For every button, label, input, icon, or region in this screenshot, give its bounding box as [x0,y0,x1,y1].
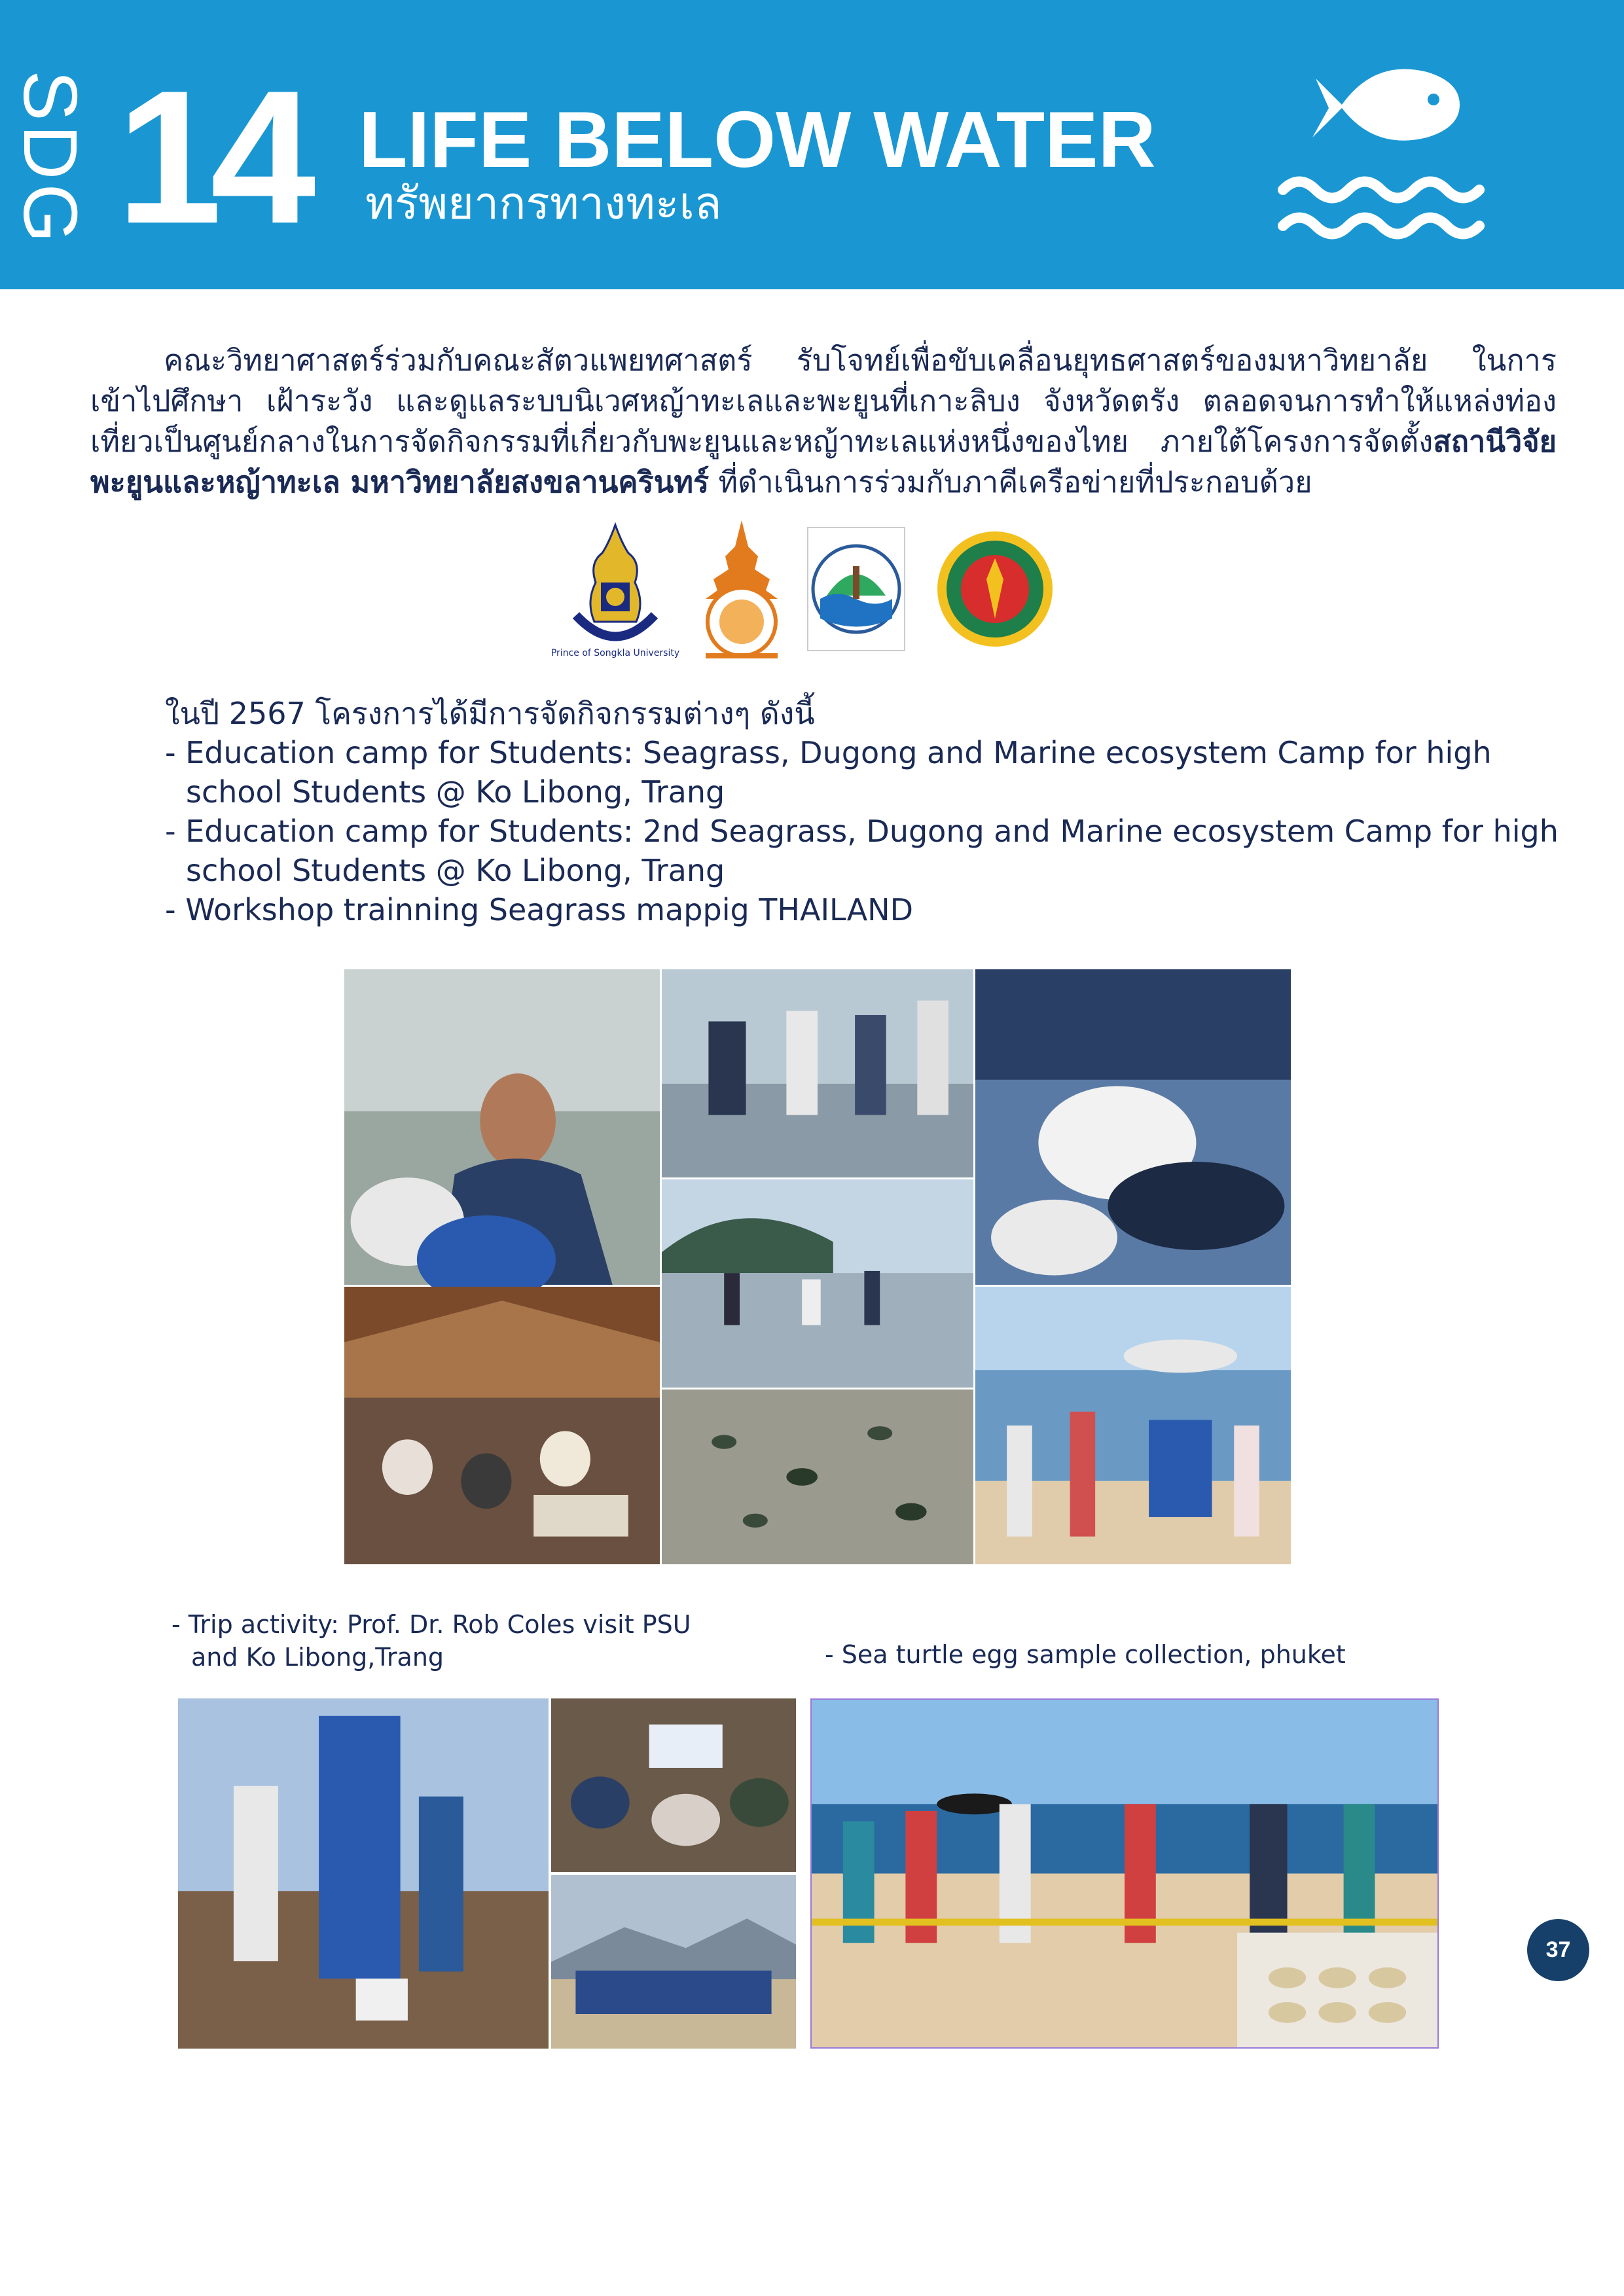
photo-speaker [344,969,660,1285]
caption-turtle: - Sea turtle egg sample collection, phuket [825,1640,1346,1669]
intro-paragraph [90,340,1557,503]
national-parks-logo [935,527,1056,651]
activities-list [165,694,1566,929]
intro-text-2: ที่ดำเนินการร่วมกับภาคีเครือข่ายที่ประกอบด้วย [709,465,1312,499]
photo-boat-trip [178,1698,549,2049]
psu-logo [550,517,680,661]
sdg-label: SDG [8,70,93,247]
photo-beach-dugong [975,1287,1291,1564]
activity-item: - Workshop trainning Seagrass mappig THAILAND [165,892,914,927]
activity-item: - Education camp for Students: Seagrass, Dugong and Marine ecosystem Camp for high school Students @ Ko Libong, Trang [165,735,1492,810]
photo-workshop-hall [344,1287,660,1564]
photo-seagrass-closeup [662,1390,973,1564]
goal-title: LIFE BELOW WATER [359,95,1156,184]
photo-seagrass-survey [662,1179,973,1388]
intro-text-1: คณะวิทยาศาสตร์ร่วมกับคณะสัตวแพยทศาสตร์ รับโจทย์เพื่อขับเคลื่อนยุทธศาสตร์ของมหาวิทยาลัย ในการเข้าไปศึกษา เฝ้าระวัง และดูแลระบบนิเวศหญ้าทะเลและพะยูนที่เกาะลิบง จังหวัดตรัง ตลอดจนการทำให้แหล่งท่องเที่ยวเป็นศูนย์กลางในการจัดกิจกรรมที่เกี่ยวกับพะยูนและหญ้าทะเลแห่งหนึ่งของไทย ภายใต้โครงการจัดตั้ง [90,343,1557,459]
marine-dept-logo [807,527,905,651]
goal-subtitle: ทรัพยากรทางทะเล [365,178,722,230]
activity-item: - Education camp for Students: 2nd Seagrass, Dugong and Marine ecosystem Camp for high school Students @ Ko Libong, Trang [165,814,1559,888]
photo-group-beach [551,1875,796,2049]
header-banner [0,0,1624,289]
page-number: 37 [1527,1919,1589,1981]
photo-turtle-eggs [810,1698,1439,2049]
caption-trip-line2: and Ko Libong,Trang [191,1643,444,1672]
svg-text:Prince of Songkla University: Prince of Songkla University [550,648,680,658]
activities-intro: ในปี 2567 โครงการได้มีการจัดกิจกรรมต่างๆ ดังนี้ [165,696,815,731]
goal-number: 14 [117,51,304,263]
partner-logos [550,517,1060,661]
photo-dugong-model [975,969,1291,1285]
photo-indoor-meeting [551,1698,796,1872]
vet-faculty-logo [693,517,791,661]
intro-bold-text: สถานีวิจัยพะยูนและหญ้าทะเล มหาวิทยาลัยสงขลานครินทร์ [90,424,1557,499]
photo-beach-group [662,969,973,1177]
caption-trip-line1: - Trip activity: Prof. Dr. Rob Coles visit PSU [171,1610,691,1639]
fish-waves-icon [1276,59,1492,249]
